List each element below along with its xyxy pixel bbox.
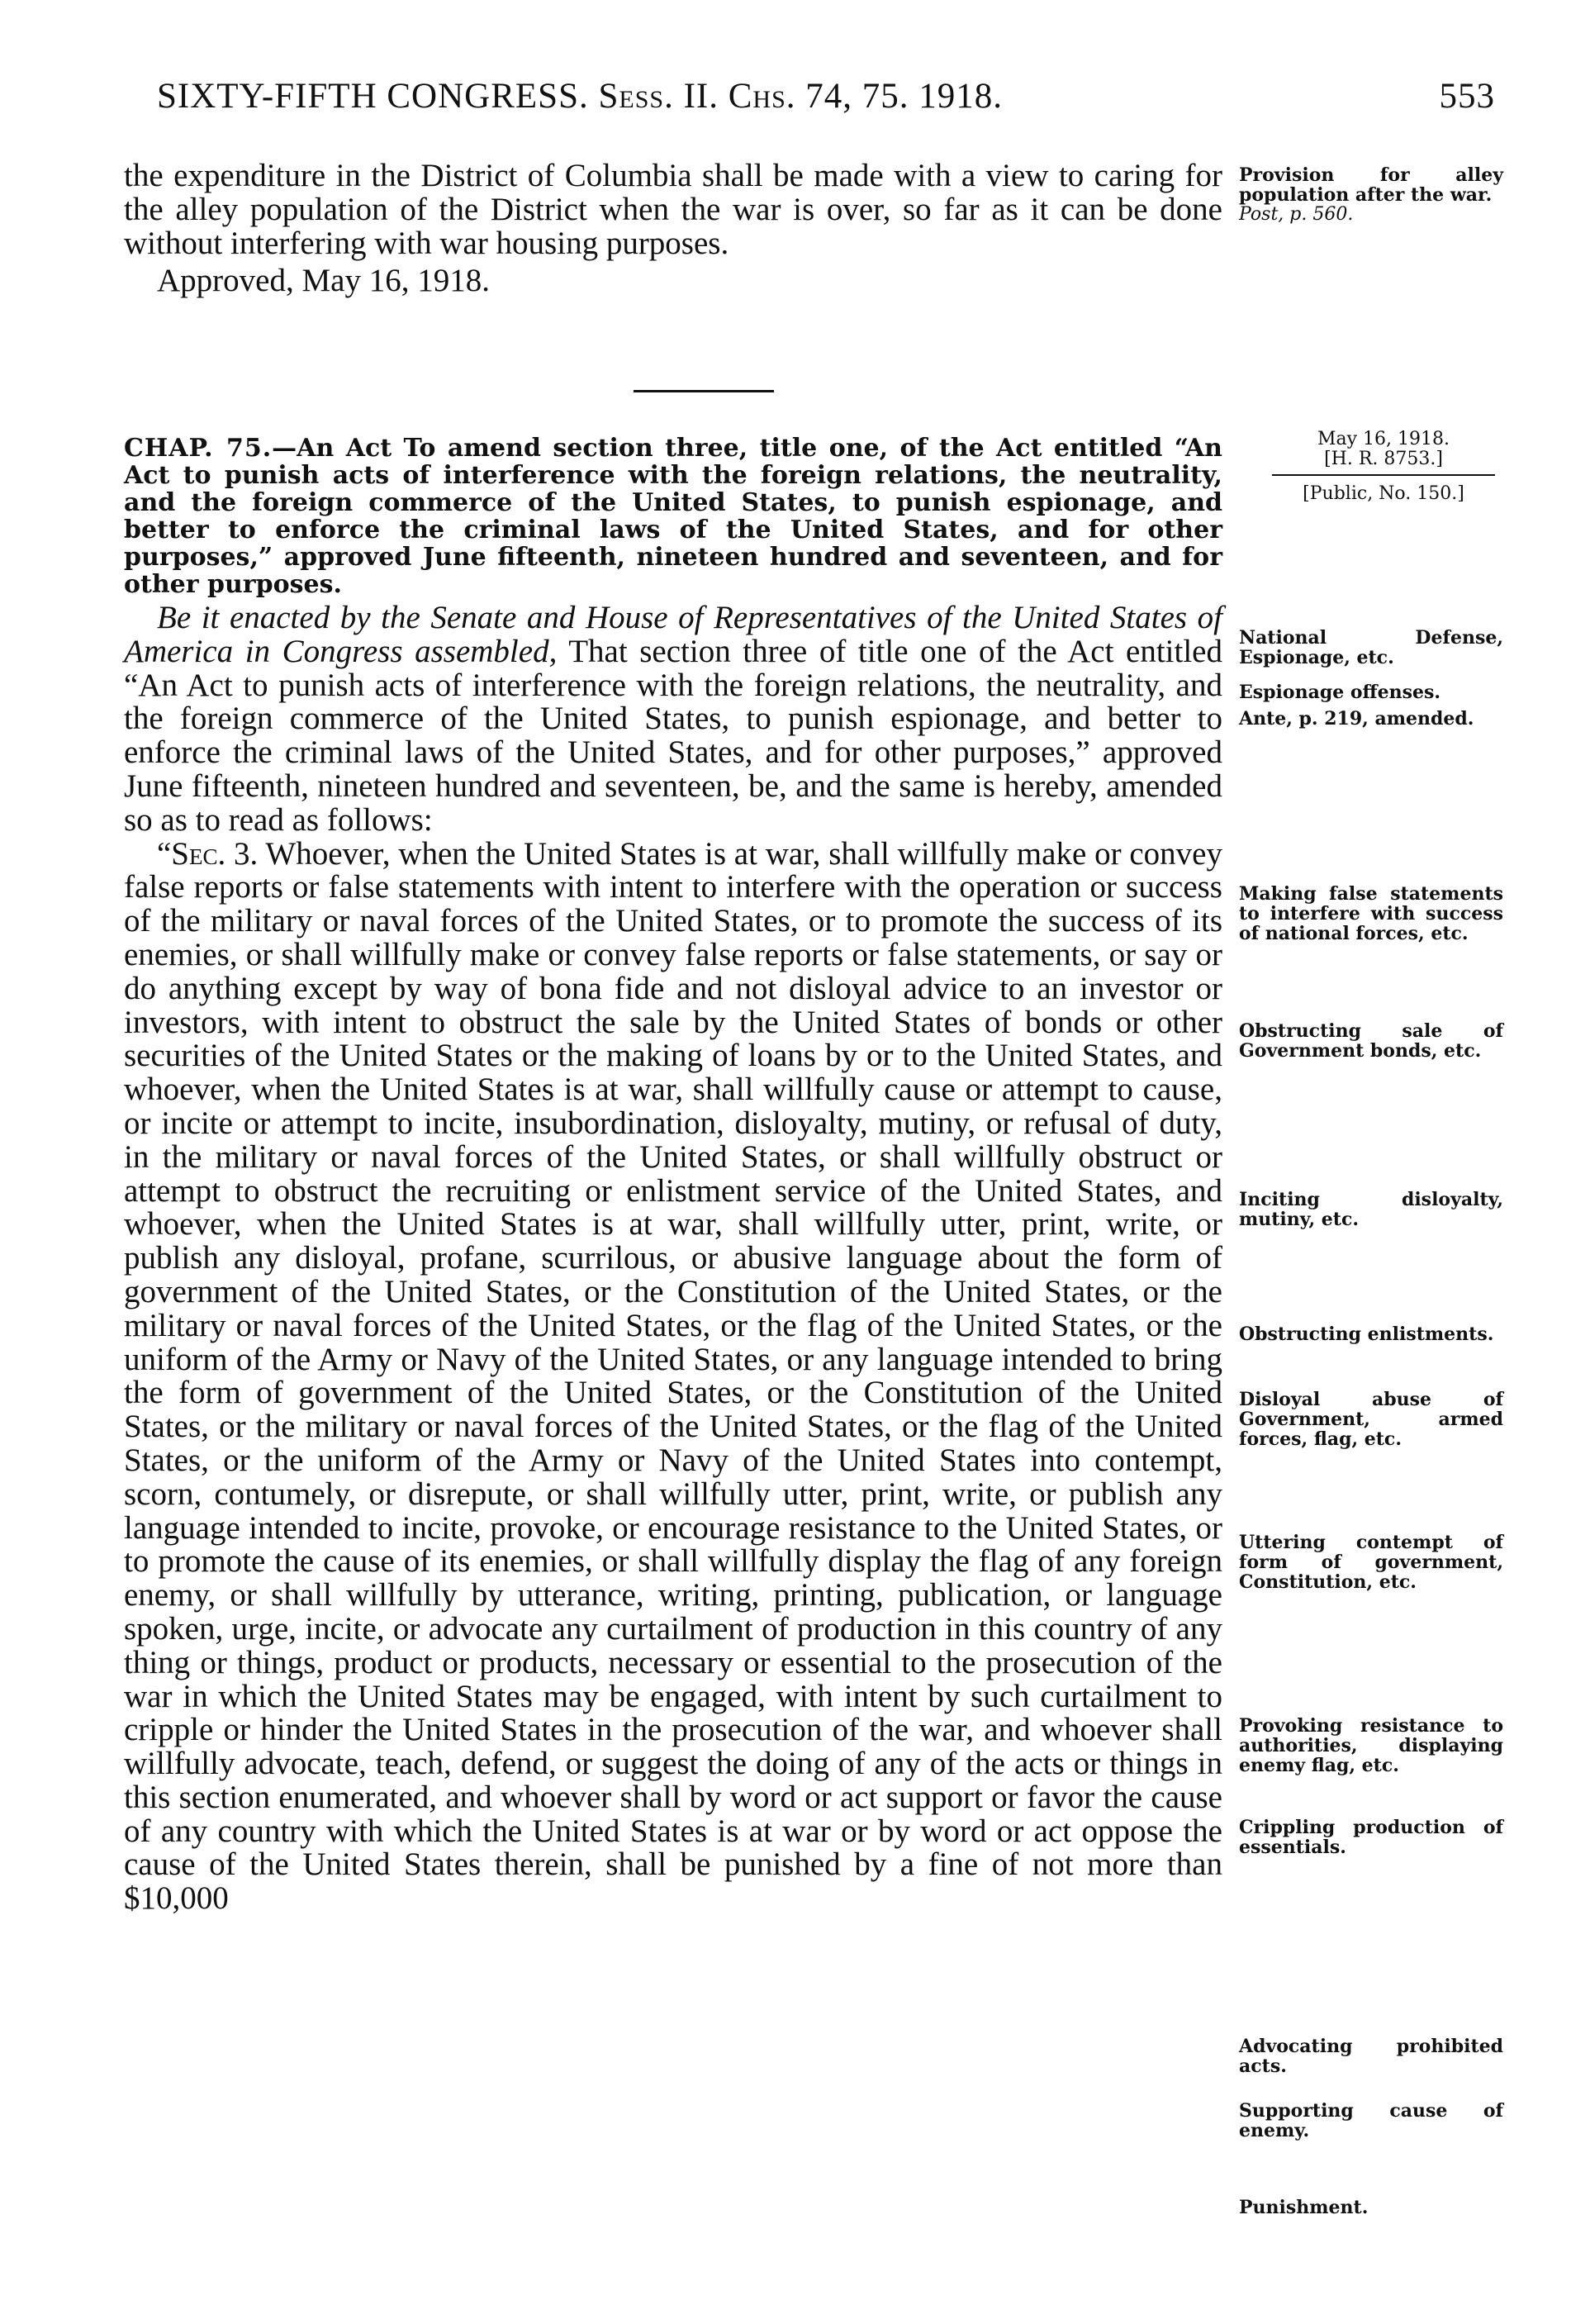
- margin-note-provoking: Provoking resistance to authorities, displaying enemy flag, etc.: [1239, 1715, 1503, 1776]
- margin-note-alley: [1239, 165, 1503, 225]
- margin-note-crippling: Crippling production of essentials.: [1239, 1817, 1503, 1858]
- margin-note-punishment: Punishment.: [1239, 2197, 1369, 2218]
- margin-note-alley-ref: Post, p. 560.: [1239, 204, 1354, 225]
- margin-note-obstructing-sale: Obstructing sale of Government bonds, etc.: [1239, 1020, 1503, 1062]
- intro-block: [124, 159, 1222, 297]
- margin-note-disloyal-abuse: Disloyal abuse of Government, armed forces, flag, etc.: [1239, 1389, 1503, 1450]
- margin-note-national-defense: National Defense, Espionage, etc.: [1239, 627, 1503, 668]
- margin-note-false-statements: Making false statements to interfere with success of national forces, etc.: [1239, 883, 1503, 944]
- section-label: “Sec. 3.: [157, 835, 259, 872]
- chapter-date: May 16, 1918.: [1317, 429, 1450, 449]
- section-divider: [634, 390, 774, 392]
- chapter-bill: [H. R. 8753.]: [1324, 449, 1443, 469]
- page-header: [157, 76, 1495, 126]
- margin-note-inciting: Inciting disloyalty, mutiny, etc.: [1239, 1189, 1503, 1230]
- header-running-title: [157, 76, 1003, 116]
- margin-note-advocating: Advocating prohibited acts.: [1239, 2036, 1503, 2077]
- section-3-paragraph: [124, 835, 1222, 1917]
- chapter-public-law: [Public, No. 150.]: [1272, 474, 1495, 504]
- enacting-clause: Be it enacted by the Senate and House of Representatives of the United States of America in Congress assembled,: [124, 600, 1222, 669]
- chapter-title: —An Act To amend section three, title one, of the Act entitled “An Act to punish acts of interference with the foreign relations, the neutrality, and the foreign commerce of the United States, to punish espionage, and better to enforce the criminal laws of the United States, and for other purposes,” approved June fifteenth, nineteen hundred and seventeen, and for other purposes.: [124, 434, 1222, 599]
- enacting-rest: That section three of title one of the Act entitled “An Act to punish acts of interference with the foreign relations, the neutrality, and the foreign commerce of the United States, to punish espionage, and better to enforce the criminal laws of the United States, and for other purposes,” approved June fifteenth, nineteen hundred and seventeen, be, and the same is hereby, amended so as to read as follows:: [124, 633, 1222, 838]
- page-number: 553: [1439, 77, 1495, 116]
- chapter-meta: [1272, 430, 1495, 504]
- header-chapters: Chs. 74, 75.: [728, 77, 909, 116]
- margin-note-alley-text: Provision for alley population after the war.: [1239, 164, 1503, 206]
- margin-note-amended: Ante, p. 219, amended.: [1239, 708, 1474, 730]
- enacting-paragraph: [124, 601, 1222, 838]
- chapter-heading: [124, 435, 1222, 598]
- margin-note-obstructing-enlistments: Obstructing enlistments.: [1239, 1324, 1494, 1345]
- margin-note-uttering-contempt: Uttering contempt of form of government, Constitution, etc.: [1239, 1532, 1503, 1593]
- section-text: Whoever, when the United States is at war, shall willfully make or convey false reports or false statements with intent to interfere with the operation or success of the military or naval forces of the United States, or to promote the success of its enemies, or shall willfully make or convey false reports or false statements, or say or do anything except by way of bona fide and not disloyal advice to an investor or investors, with intent to obstruct the sale by the United States of bonds or other securities of the United States or the making of loans by or to the United States, and whoever, when the United States is at war, shall willfully cause or attempt to cause, or incite or attempt to incite, insubordination, disloyalty, mutiny, or refusal of duty, in the military or naval forces of the United States, or shall willfully obstruct or attempt to obstruct the recruiting or enlistment service of the United States, and whoever, when the United States is at war, shall willfully utter, print, write, or publish any disloyal, profane, scurrilous, or abusive language about the form of government of the United States, or the Constitution of the United States, or the military or naval forces of the United States, or the flag of the United States, or the uniform of the Army or Navy of the United States, or any language intended to bring the form of government of the United States, or the Constitution of the United States, or the military or naval forces of the United States, or the flag of the United States, or the uniform of the Army or Navy of the United States into contempt, scorn, contumely, or disrepute, or shall willfully utter, print, write, or publish any language intended to incite, provoke, or encourage resistance to the United States, or to promote the cause of its enemies, or shall willfully display the flag of any foreign enemy, or shall willfully by utterance, writing, printing, publication, or language spoken, urge, incite, or advocate any curtailment of production in this country of any thing or things, product or products, necessary or essential to the prosecution of the war in which the United States may be engaged, with intent by such curtailment to cripple or hinder the United States in the prosecution of the war, and whoever shall willfully advocate, teach, defend, or suggest the doing of any of the acts or things in this section enumerated, and whoever shall by word or act support or favor the cause of any country with which the United States is at war or by word or act oppose the cause of the United States therein, shall be punished by a fine of not more than $10,000: [124, 835, 1222, 1917]
- intro-paragraph: the expenditure in the District of Columbia shall be made with a view to caring for the alley population of the District when the war is over, so far as it can be done without interfering with war housing purposes.: [124, 158, 1222, 261]
- chapter-label: CHAP. 75.: [124, 434, 273, 463]
- header-session: Sess. II.: [598, 77, 719, 116]
- margin-note-espionage: Espionage offenses.: [1239, 682, 1441, 703]
- approved-date: Approved, May 16, 1918.: [157, 263, 490, 298]
- act-body: [124, 601, 1222, 1916]
- header-year: 1918.: [918, 77, 1004, 116]
- margin-note-supporting: Supporting cause of enemy.: [1239, 2100, 1503, 2141]
- header-congress: SIXTY-FIFTH CONGRESS.: [157, 77, 589, 116]
